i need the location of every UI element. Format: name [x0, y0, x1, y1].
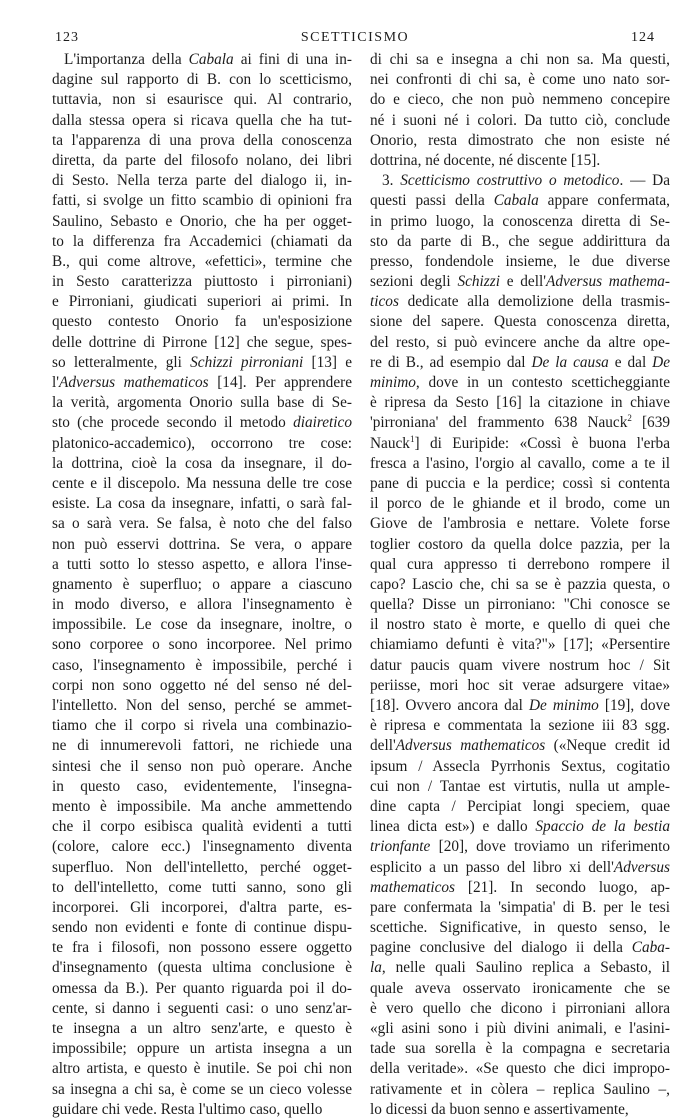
text-segment: [639 [631, 414, 670, 432]
text-line [370, 595, 670, 615]
text-segment: Giove de l'ambrosia e nettare. Volete forse [370, 515, 670, 533]
text-line [370, 555, 670, 575]
text-line [370, 999, 670, 1019]
text-segment: e dell' [499, 273, 546, 291]
text-segment: toglier costoro da quella dolce pazzia, per la [370, 535, 670, 553]
text-line [370, 272, 670, 292]
text-line [52, 232, 352, 252]
text-line [370, 413, 670, 433]
text-line [52, 837, 352, 857]
text-segment: presso, fondendole insieme, le due diverse [370, 252, 670, 270]
text-line [52, 979, 352, 999]
text-segment: è ripresa da Sesto [16] la citazione in chiave [370, 394, 670, 412]
text-line [370, 757, 670, 777]
text-segment: della veritade». «Se questo che dici impropo- [370, 1060, 670, 1078]
text-segment: linea dicta est») e dallo [370, 818, 536, 836]
text-segment: mento è impossibile. Ma anche ammettendo [52, 797, 352, 815]
text-segment: tade sua sorella è la compagna e secretaria [370, 1040, 670, 1058]
text-segment: te insegna a un altro senz'arte, e questo è [52, 1020, 352, 1037]
text-segment: L'importanza della [64, 51, 189, 68]
text-line [370, 312, 670, 332]
text-line [370, 635, 670, 655]
text-line [52, 413, 352, 433]
text-line [52, 111, 352, 131]
text-segment: De [652, 353, 670, 371]
text-line [52, 393, 352, 413]
text-segment: che il corpo esibisca qualità evidenti a tutti [52, 818, 352, 836]
running-title: SCETTICISMO [300, 30, 410, 45]
text-line [52, 353, 352, 373]
text-segment: re di B., ad esempio dal [370, 353, 532, 371]
text-segment: ai fini di una in- [233, 51, 352, 68]
text-line [52, 70, 352, 90]
text-line [370, 131, 670, 151]
text-line [52, 999, 352, 1019]
running-header [55, 30, 655, 50]
text-line [52, 595, 352, 615]
text-segment: omessa da B.). Per quanto riguarda poi il do- [52, 979, 352, 997]
text-segment: l' [52, 374, 60, 391]
text-segment: (colore, calore ecc.) l'insegnamento diventa [52, 838, 352, 856]
text-line [370, 252, 670, 272]
page-number-right: 124 [631, 30, 655, 45]
text-segment: il porco de le ghiande et il brodo, come un [370, 495, 670, 513]
text-line [52, 817, 352, 837]
text-segment: la verità, argomenta Onorio sulla base di Se- [52, 394, 352, 412]
text-segment: fatti, si svolge un fitto scambio di opinioni fra [52, 192, 352, 210]
text-line [370, 817, 670, 837]
text-segment: «gli asini sono i più divini animali, e l'asini- [370, 1020, 670, 1037]
text-segment: sendo non evidenti e fonte di continue dispu- [52, 919, 352, 937]
text-segment: [13] e [303, 353, 352, 371]
text-segment: Cabala [493, 192, 539, 210]
text-segment: Schizzi pirroniani [190, 353, 304, 371]
text-segment: caso, l'insegnamento è impossibile, perché i [52, 656, 352, 674]
text-segment: del resto, si può evincere anche da altre ope- [370, 333, 670, 351]
text-segment: sintesi che il senso non può operare. Anche [52, 757, 352, 775]
text-segment: di Sesto. Nella terza parte del dialogo ii, in- [52, 172, 352, 190]
text-segment: datur paucis quam vivere nostrum hoc / Sit [370, 656, 670, 674]
text-segment: dottrina, né docente, né discente [15]. [370, 151, 601, 169]
text-line [370, 837, 670, 857]
text-segment: di chi sa e insegna a chi non sa. Ma questi, [370, 51, 670, 68]
text-line [370, 716, 670, 736]
text-segment: De la causa [531, 353, 609, 371]
text-line [52, 777, 352, 797]
text-segment: cente, si danno i seguenti casi: o uno senz'ar- [52, 999, 352, 1017]
text-line [370, 333, 670, 353]
text-segment: [19], dove [598, 697, 670, 714]
text-line [370, 212, 670, 232]
text-segment: questo contesto Onorio fa un'esposizione [52, 313, 352, 331]
text-segment: esiste. La cosa da insegnare, infatti, o sarà fal- [52, 495, 352, 513]
text-segment: guidare chi vede. Resta l'ultimo caso, quello [52, 1100, 323, 1118]
text-line [370, 858, 670, 878]
text-segment: dedicate alla demolizione della trasmis- [398, 293, 670, 311]
text-line [52, 535, 352, 555]
text-line [370, 393, 670, 413]
text-line [370, 1059, 670, 1079]
text-segment: impossibile. Le cose da insegnare, inoltre, o [52, 616, 352, 634]
text-line [370, 232, 670, 252]
text-segment: minimo [370, 374, 416, 391]
text-line [52, 858, 352, 878]
text-segment: sa o sarà vera. Se falsa, è noto che del falso [52, 515, 352, 533]
text-line [52, 736, 352, 756]
text-line [370, 535, 670, 555]
text-segment: Schizzi [457, 273, 500, 291]
text-segment: dalla stessa opera si ricava quella che ha tut- [52, 111, 352, 129]
text-line [370, 878, 670, 898]
text-segment: e Pirroniani, giudicati superiori ai primi. In [52, 293, 352, 311]
text-line [370, 191, 670, 211]
text-segment: in modo diverso, e allora l'insegnamento è [52, 596, 352, 614]
text-line [52, 555, 352, 575]
text-segment: so letteralmente, gli [52, 353, 191, 371]
text-segment: («Neque credit id [545, 737, 670, 755]
text-line [52, 1019, 352, 1039]
text-segment: , nelle quali Saulino replica a Sebasto, il [381, 959, 670, 977]
text-segment: d'insegnamento (questa ultima conclusione è [52, 959, 352, 977]
text-line [370, 656, 670, 676]
page-number-left: 123 [55, 30, 79, 45]
text-segment: ] di Euripide: «Cossì è buona l'erba [414, 434, 670, 452]
text-segment: dell' [370, 737, 396, 755]
text-line [52, 151, 352, 171]
text-segment: [21]. In secondo luogo, ap- [454, 878, 670, 896]
text-segment: trionfante [370, 838, 431, 856]
text-segment: questi passi della [370, 192, 494, 210]
text-line [52, 494, 352, 514]
text-line [52, 676, 352, 696]
text-line [370, 575, 670, 595]
text-line [370, 1019, 670, 1039]
text-line [370, 676, 670, 696]
text-segment: in questo caso, evidentemente, l'insegna- [52, 777, 352, 795]
text-line [370, 474, 670, 494]
text-segment: to la differenza fra Accademici (chiamati da [52, 232, 352, 250]
text-line [52, 1039, 352, 1059]
text-segment: l'intelletto. Non del senso, perché se ammet- [52, 697, 352, 714]
text-segment: pane di puccia e la perdice; cossì si contenta [370, 474, 670, 492]
text-segment: te fra i filosofi, non possono essere oggetto [52, 939, 352, 957]
text-segment: Adversus mathema- [545, 273, 670, 291]
text-line [370, 958, 670, 978]
text-segment: altro artista, e questo è inutile. Se poi chi non [52, 1060, 352, 1078]
text-line [52, 1080, 352, 1100]
text-segment: è ripresa e commentata la sezione iii 83 sgg. [370, 717, 670, 735]
text-line [52, 50, 352, 70]
text-segment: il nostro stato è morte, e quello di quei che [370, 616, 670, 634]
text-line [370, 454, 670, 474]
text-segment: Adversus [613, 858, 670, 876]
text-line [370, 373, 670, 393]
text-line [370, 494, 670, 514]
text-line [370, 70, 670, 90]
text-segment: scettiche. Significative, in questo senso, le [370, 919, 670, 937]
text-segment: lo dicessi da buon senno e assertivamente, [370, 1100, 629, 1118]
text-line [370, 1039, 670, 1059]
text-segment: qual cura appresso ti derrebono rompere il [370, 555, 670, 573]
text-segment: a tutti sotto lo stesso aspetto, e allora l'inse- [52, 555, 352, 573]
text-line [52, 898, 352, 918]
text-segment: 2 [627, 413, 632, 424]
text-line [52, 312, 352, 332]
text-segment: Spaccio de la bestia [535, 818, 671, 836]
text-segment: ta l'apparenza di una prova della conoscenza [52, 131, 352, 149]
text-line [370, 736, 670, 756]
text-line [370, 1080, 670, 1100]
text-segment: 3. [382, 172, 401, 190]
text-segment: sto (che procede secondo il metodo [52, 414, 294, 432]
text-segment: in Sesto caratterizza piuttosto i pirroniani) [52, 273, 352, 291]
text-segment: Saulino, Sebasto e Onorio, che ha per ogget- [52, 212, 352, 230]
text-segment: De minimo [528, 697, 599, 714]
text-line [370, 1100, 670, 1120]
text-line [52, 757, 352, 777]
text-line [370, 50, 670, 70]
text-line [52, 292, 352, 312]
text-line [370, 918, 670, 938]
text-line [52, 716, 352, 736]
text-line [370, 797, 670, 817]
text-line [52, 575, 352, 595]
text-line [370, 898, 670, 918]
text-segment: esplicito a un passo del libro xi dell' [370, 858, 614, 876]
text-line [370, 979, 670, 999]
text-segment: superfluo. Non dell'intelletto, perché ogget- [52, 858, 352, 876]
text-segment: [18]. Ovvero ancora dal [370, 697, 529, 714]
text-segment: diairetico [293, 414, 352, 432]
text-segment: né i suoni né i colori. Da tutto ciò, conclude [370, 111, 670, 129]
text-segment: pagine conclusive del dialogo ii della [370, 939, 632, 957]
text-line [370, 696, 670, 716]
text-line [52, 918, 352, 938]
text-segment: 'pirroniana' del frammento 638 Nauck [370, 414, 628, 432]
text-line [370, 777, 670, 797]
text-segment: quale aveva osservato ironicamente che se [370, 979, 670, 997]
text-line [52, 191, 352, 211]
text-line [52, 1059, 352, 1079]
text-line [52, 615, 352, 635]
text-line [52, 958, 352, 978]
text-segment: tuttavia, non si esaurisce qui. Al contrario, [52, 91, 352, 109]
text-line [52, 474, 352, 494]
text-segment: quella? Disse un pirroniano: "Chi conosce se [370, 596, 670, 614]
text-line [52, 797, 352, 817]
text-segment: pare confermata la 'simpatia' di B. per le tesi [370, 898, 670, 916]
text-line [52, 252, 352, 272]
text-segment: rativamente et in còlera – replica Saulino –, [370, 1080, 670, 1098]
text-segment: sezioni degli [370, 273, 458, 291]
text-segment: chiamiamo defunti è vita?"» [17]; «Persentire [370, 636, 670, 654]
text-line [370, 292, 670, 312]
text-segment: in primo luogo, la conoscenza diretta di Se- [370, 212, 670, 230]
text-segment: non può esservi dottrina. Se vera, o appare [52, 535, 352, 553]
text-segment: è vero quello che dicono i pirroniani allora [370, 999, 670, 1017]
text-line [370, 938, 670, 958]
text-segment: Adversus mathematicos [59, 374, 209, 391]
text-line [52, 90, 352, 110]
text-segment: incorporei. Gli incorporei, d'altra parte, es- [52, 898, 352, 916]
text-segment: diretta, da parte del filosofo nolano, dei libri [52, 151, 352, 169]
text-segment: [14]. Per apprendere [208, 374, 352, 391]
text-segment: Nauck [370, 434, 410, 452]
text-line [52, 272, 352, 292]
text-segment: [20], dove troviamo un riferimento [430, 838, 670, 856]
text-segment: . — Da [619, 172, 670, 190]
text-segment: Cabala [188, 51, 234, 68]
text-segment: nei confronti di chi sa, è come uno nato sor- [370, 71, 670, 89]
text-segment: tiamo che il corpo si rivela una combinazio- [52, 717, 352, 735]
text-segment: dine capta / Percipiat longi speciem, quae [370, 797, 670, 815]
left-column [52, 50, 352, 1120]
text-line [52, 696, 352, 716]
text-line [370, 434, 670, 454]
text-line [52, 434, 352, 454]
text-segment: sono corporee o sono incorporee. Nel primo [52, 636, 352, 654]
text-line [52, 938, 352, 958]
text-segment: dagine sul rapporto di B. con lo scetticismo, [52, 71, 352, 89]
text-line [52, 514, 352, 534]
text-line [52, 171, 352, 191]
text-segment: gnamento è superfluo; o appare a ciascuno [52, 575, 352, 593]
text-segment: delle dottrine di Pirrone [12] che segue, spes- [52, 333, 352, 351]
text-segment: B., qui come altrove, «efettici», termine che [52, 252, 352, 270]
text-segment: sione del sapere. Questa conoscenza diretta, [370, 313, 670, 331]
text-segment: ipsum / Assecla Pyrrhonis Sextus, cogitatio [370, 757, 670, 775]
text-segment: fresca a l'asino, l'orgio al cavallo, come a te il [370, 454, 670, 472]
text-segment: ticos [370, 293, 399, 311]
text-line [52, 454, 352, 474]
text-line [370, 111, 670, 131]
text-segment: impossibile; oppure un artista insegna a un [52, 1040, 352, 1058]
text-segment: cente e il discepolo. Ma nessuna delle tre cose [52, 474, 352, 492]
text-line [370, 151, 670, 171]
text-segment: periisse, mori hoc sit verae adsurgere vitae» [370, 676, 670, 694]
text-segment: Onorio, resta dimostrato che non esiste né [370, 131, 670, 149]
text-segment: capo? Lascio che, chi sa se è pazzia questa, o [370, 575, 670, 593]
text-segment: cui non / Tantae est virtutis, nulla ut ample- [370, 777, 670, 795]
text-segment: mathematicos [370, 878, 455, 896]
text-line [370, 514, 670, 534]
text-line [52, 131, 352, 151]
text-line [52, 635, 352, 655]
text-segment: platonico-accademico), occorrono tre cose: [52, 434, 352, 452]
text-segment: Scetticismo costruttivo o metodico [400, 172, 620, 190]
text-segment: appare confermata, [538, 192, 670, 210]
text-segment: Adversus mathematicos [395, 737, 546, 755]
text-segment: sto da parte di B., che segue addirittura da [370, 232, 670, 250]
text-segment: la [370, 959, 382, 977]
text-segment: Caba- [631, 939, 670, 957]
text-line [52, 212, 352, 232]
text-segment: la dottrina, cioè la cosa da insegnare, il do- [52, 454, 352, 472]
text-segment: e dal [608, 353, 653, 371]
text-segment: do e cieco, che non può nemmeno concepire [370, 91, 670, 109]
text-line [370, 353, 670, 373]
text-segment: ne di innumerevoli fattori, ne richiede una [52, 737, 352, 755]
text-line [52, 1100, 352, 1120]
text-segment: sa insegna a chi sa, è come se un cieco volesse [52, 1080, 352, 1098]
right-column [370, 50, 670, 1120]
text-line [52, 656, 352, 676]
text-segment: 1 [409, 433, 415, 444]
text-line [52, 373, 352, 393]
text-line [52, 878, 352, 898]
text-segment: to dell'intelletto, come tutti sanno, sono gli [52, 878, 352, 896]
text-line [370, 615, 670, 635]
text-line [370, 90, 670, 110]
text-line [370, 171, 670, 191]
text-segment: corpi non sono oggetto né del senso né del- [52, 676, 352, 694]
text-segment: , dove in un contesto scetticheggiante [415, 374, 670, 391]
text-line [52, 333, 352, 353]
